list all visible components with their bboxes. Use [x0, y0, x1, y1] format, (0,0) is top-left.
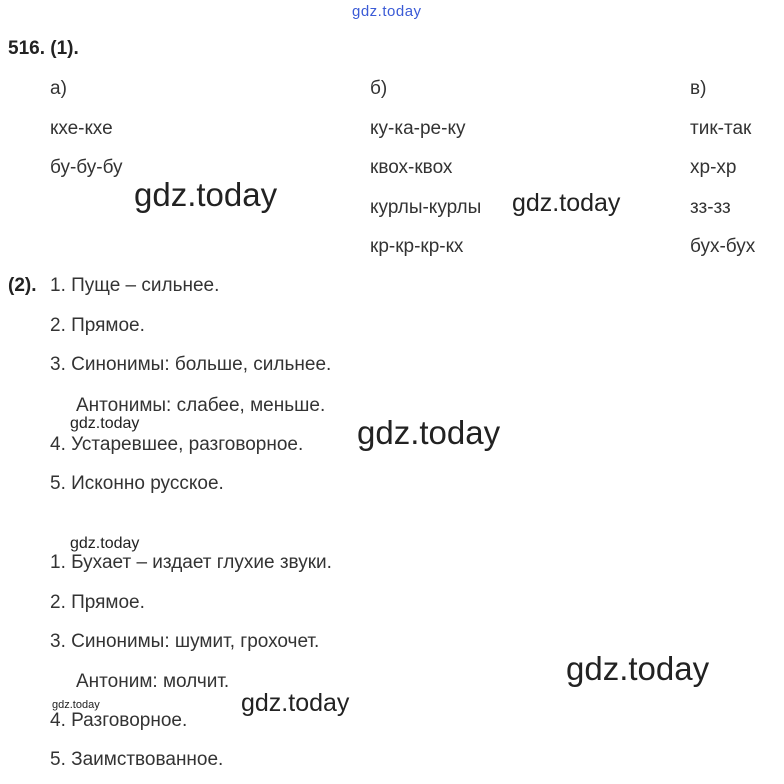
column-c-item: хр-хр [690, 157, 737, 178]
watermark: gdz.today [134, 176, 278, 213]
column-b-item: курлы-курлы [370, 197, 482, 218]
list-a-item: 3. Синонимы: больше, сильнее. [50, 354, 332, 375]
column-a-item: кхе-кхе [50, 118, 113, 139]
watermark: gdz.today [70, 535, 140, 552]
list-a-item: Антонимы: слабее, меньше. [76, 395, 326, 416]
part2-label: (2). [8, 275, 37, 296]
list-b-item: 1. Бухает – издает глухие звуки. [50, 552, 332, 573]
column-c-item: тик-так [690, 118, 752, 139]
column-a-letter: а) [50, 78, 67, 99]
column-b-item: ку-ка-ре-ку [370, 118, 466, 139]
column-b-letter: б) [370, 78, 388, 99]
watermark: gdz.today [241, 689, 350, 717]
column-a-item: бу-бу-бу [50, 157, 123, 178]
watermark: gdz.today [357, 414, 501, 451]
watermark-top: gdz.today [352, 3, 422, 20]
list-b-item: 5. Заимствованное. [50, 749, 224, 770]
watermark: gdz.today [52, 699, 100, 711]
list-a-item: 1. Пуще – сильнее. [50, 275, 220, 296]
list-b-item: 3. Синонимы: шумит, грохочет. [50, 631, 320, 652]
list-a-item: 2. Прямое. [50, 315, 145, 336]
column-c-letter: в) [690, 78, 707, 99]
list-b-item: Антоним: молчит. [76, 671, 230, 692]
column-b-item: кр-кр-кр-кх [370, 236, 464, 257]
list-b-item: 4. Разговорное. [50, 710, 188, 731]
watermark: gdz.today [70, 415, 140, 432]
watermark: gdz.today [512, 189, 621, 217]
column-c-item: зз-зз [690, 197, 731, 218]
column-b-item: квох-квох [370, 157, 453, 178]
problem-number: 516. (1). [8, 38, 79, 59]
list-b-item: 2. Прямое. [50, 592, 145, 613]
watermark: gdz.today [566, 650, 710, 687]
list-a-item: 5. Исконно русское. [50, 473, 224, 494]
column-c-item: бух-бух [690, 236, 756, 257]
list-a-item: 4. Устаревшее, разговорное. [50, 434, 304, 455]
